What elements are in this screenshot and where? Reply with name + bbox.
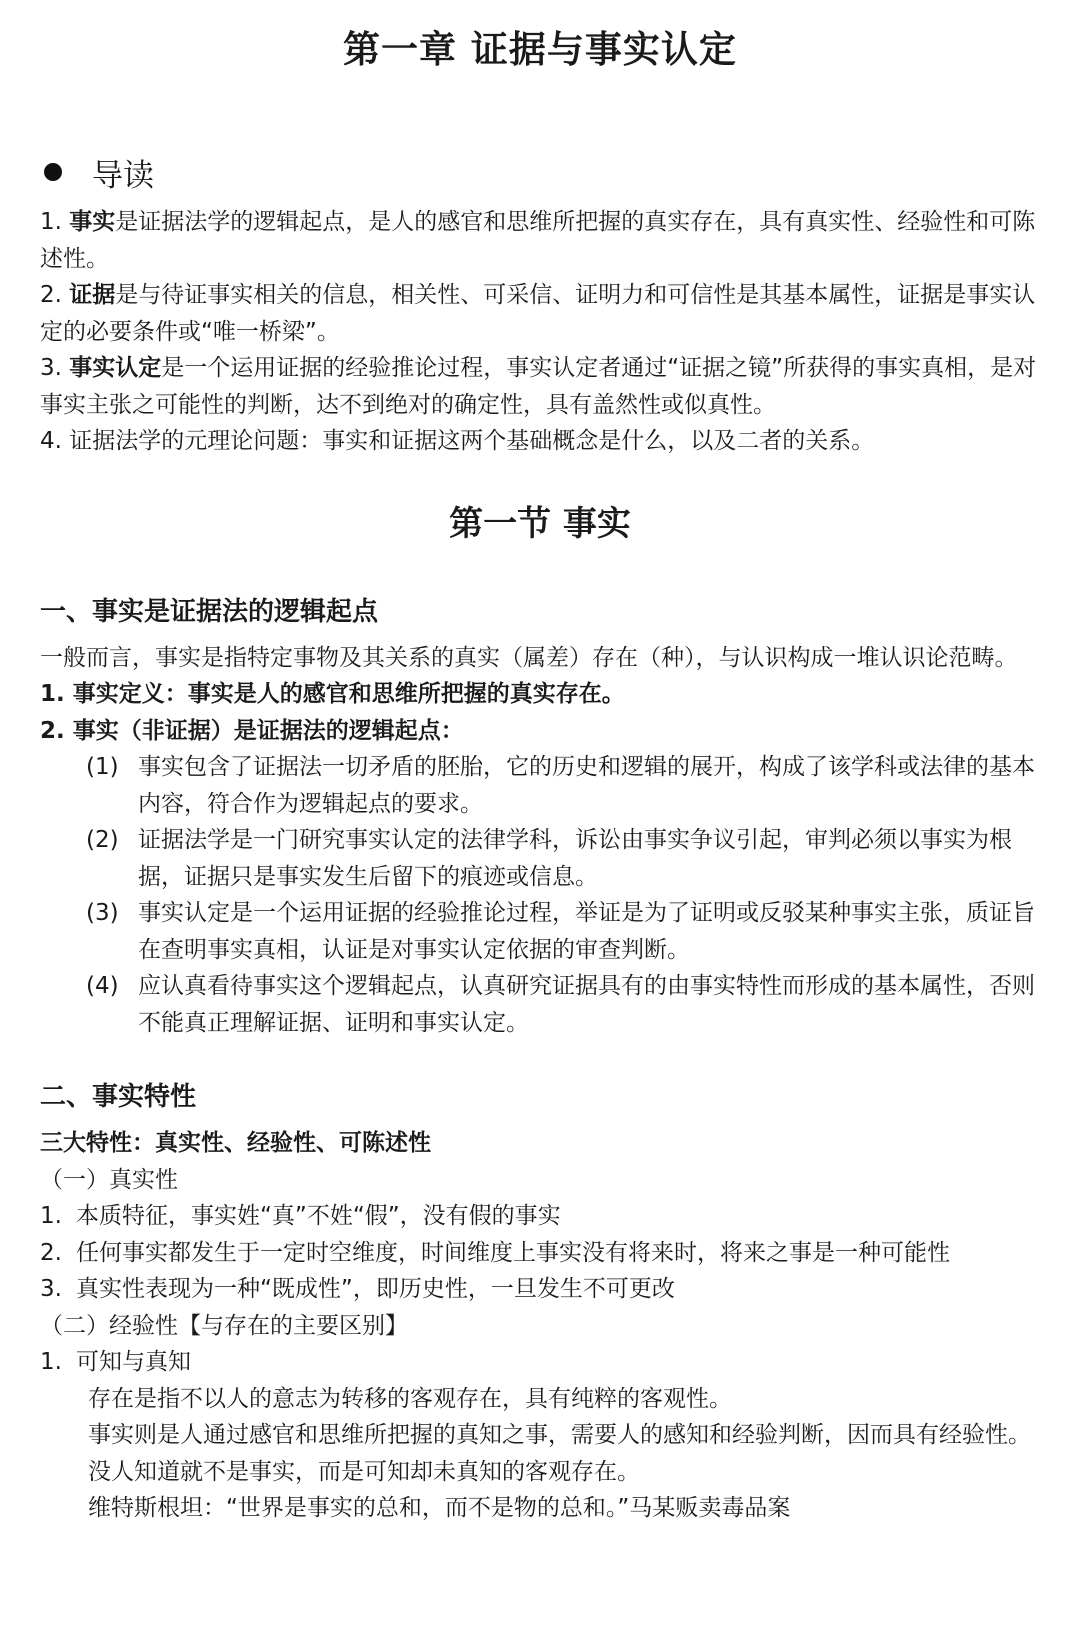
list-item-text: 事实认定是一个运用证据的经验推论过程，举证是为了证明或反驳某种事实主张，质证旨在查明事实真相，认证是对事实认定依据的审查判断。 [138,900,1035,963]
list-item-number: 3. [40,1276,62,1302]
guide-item-number: 1. [40,209,62,235]
guide-list [40,204,1040,460]
guide-item-number: 4. [40,428,62,454]
section-title: 第一节 事实 [449,503,631,544]
list-item-text: 本质特征，事实姓“真”不姓“假”，没有假的事实 [76,1203,561,1229]
guide-heading-label: 导读 [92,157,154,194]
list-item-number: (1) [86,754,119,780]
guide-item-text: 是与待证事实相关的信息，相关性、可采信、证明力和可信性是其基本属性，证据是事实认定的必要条件或“唯一桥梁”。 [40,282,1036,345]
paragraph-line: 维特斯根坦：“世界是事实的总和，而不是物的总和。”马某贩卖毒品案 [88,1495,791,1521]
part1-list [40,749,1040,1041]
guide-heading [40,148,1040,196]
truthfulness-list [40,1198,1040,1308]
list-item-number: (3) [86,900,119,926]
list-item [40,968,1040,1041]
guide-item-keyword: 事实认定 [69,355,162,381]
paragraph-line: 事实则是人通过感官和思维所把握的真知之事，需要人的感知和经验判断，因而具有经验性。 [88,1422,1031,1448]
list-item-text: 真实性表现为一种“既成性”，即历史性，一旦发生不可更改 [76,1276,675,1302]
part2-heading: 二、事实特性 [40,1082,197,1112]
list-item-text: 事实包含了证据法一切矛盾的胚胎，它的历史和逻辑的展开，构成了该学科或法律的基本内容，符合作为逻辑起点的要求。 [138,754,1035,817]
list-item-number: 1. [40,1349,62,1375]
list-item-number: (4) [86,973,119,999]
list-item-number: 1. [40,1203,62,1229]
guide-item [40,350,1040,423]
list-item-number: (2) [86,827,119,853]
logical-start-point: 2. 事实（非证据）是证据法的逻辑起点： [40,717,464,744]
guide-item [40,423,1040,460]
list-item-text: 应认真看待事实这个逻辑起点，认真研究证据具有的由事实特性而形成的基本属性，否则不能真正理解证据、证明和事实认定。 [138,973,1035,1036]
list-item-number: 2. [40,1239,62,1266]
paragraph-line: 存在是指不以人的意志为转移的客观存在，具有纯粹的客观性。 [88,1385,732,1412]
list-item [40,1235,1040,1272]
fact-definition: 1. 事实定义：事实是人的感官和思维所把握的真实存在。 [40,681,625,707]
guide-item [40,204,1040,277]
list-item [40,895,1040,968]
part1-intro: 一般而言，事实是指特定事物及其关系的真实（属差）存在（种），与认识构成一堆认识论范畴。 [40,644,1018,671]
list-item [40,749,1040,822]
three-properties: 三大特性：真实性、经验性、可陈述性 [40,1130,431,1156]
guide-item-keyword: 证据 [69,282,116,308]
guide-item-number: 2. [40,282,62,308]
chapter-title: 第一章 证据与事实认定 [343,28,737,71]
part1-heading: 一、事实是证据法的逻辑起点 [40,596,379,627]
paragraph-line: 没人知道就不是事实，而是可知却未真知的客观存在。 [88,1458,640,1485]
guide-item-text: 证据法学的元理论问题：事实和证据这两个基础概念是什么，以及二者的关系。 [69,428,875,454]
list-item-text: 证据法学是一门研究事实认定的法律学科，诉讼由事实争议引起，审判必须以事实为根据，证据只是事实发生后留下的痕迹或信息。 [138,827,1012,890]
subsection-truthfulness: （一）真实性 [40,1166,178,1193]
bullet-dot-icon [44,163,62,181]
list-item [40,1271,1040,1308]
empirical-lines [40,1381,1040,1527]
subsection-empirical: （二）经验性【与存在的主要区别】 [40,1312,408,1339]
guide-item-keyword: 事实 [69,209,116,235]
list-item-text: 任何事实都发生于一定时空维度，时间维度上事实没有将来时，将来之事是一种可能性 [76,1239,950,1266]
guide-item-text: 是一个运用证据的经验推论过程，事实认定者通过“证据之镜”所获得的事实真相，是对事实主张之可能性的判断，达不到绝对的确定性，具有盖然性或似真性。 [40,355,1037,418]
list-item [40,1198,1040,1235]
list-item [40,1344,1040,1381]
guide-item-number: 3. [40,355,62,381]
guide-item-text: 是证据法学的逻辑起点，是人的感官和思维所把握的真实存在，具有真实性、经验性和可陈述性。 [40,209,1036,272]
list-item [40,822,1040,895]
guide-item [40,277,1040,350]
list-item-text: 可知与真知 [76,1349,191,1375]
